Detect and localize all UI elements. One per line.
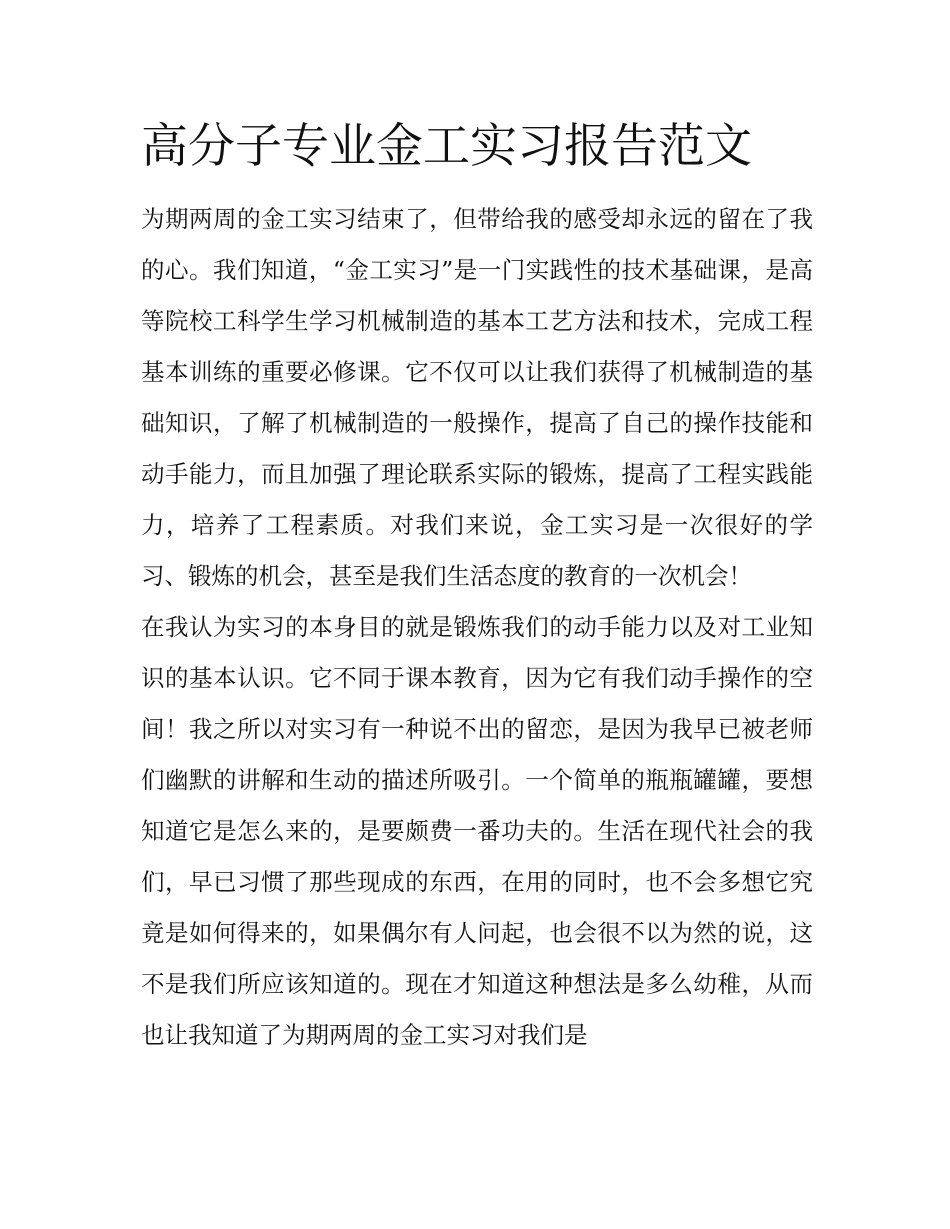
document-title: 高分子专业金工实习报告范文 [141, 119, 752, 174]
paragraph-1: 为期两周的金工实习结束了，但带给我的感受却永远的留在了我的心。我们知道，“金工实习”是一门实践性的技术基础课，是高等院校工科学生学习机械制造的基本工艺方法和技术，完成工程基本训练的重要必修课。它不仅可以让我们获得了机械制造的基础知识，了解了机械制造的一般操作，提高了自己的操作技能和动手能力，而且加强了理论联系实际的锻炼，提高了工程实践能力，培养了工程素质。对我们来说，金工实习是一次很好的学习、锻炼的机会，甚至是我们生活态度的教育的一次机会！ [141, 205, 813, 590]
paragraph-2: 在我认为实习的本身目的就是锻炼我们的动手能力以及对工业知识的基本认识。它不同于课本教育，因为它有我们动手操作的空间！我之所以对实习有一种说不出的留恋，是因为我早已被老师们幽默的讲解和生动的描述所吸引。一个简单的瓶瓶罐罐，要想知道它是怎么来的，是要颇费一番功夫的。生活在现代社会的我们，早已习惯了那些现成的东西，在用的同时，也不会多想它究竟是如何得来的，如果偶尔有人问起，也会很不以为然的说，这不是我们所应该知道的。现在才知道这种想法是多么幼稚，从而也让我知道了为期两周的金工实习对我们是 [141, 613, 813, 1049]
document-body [141, 112, 813, 1061]
